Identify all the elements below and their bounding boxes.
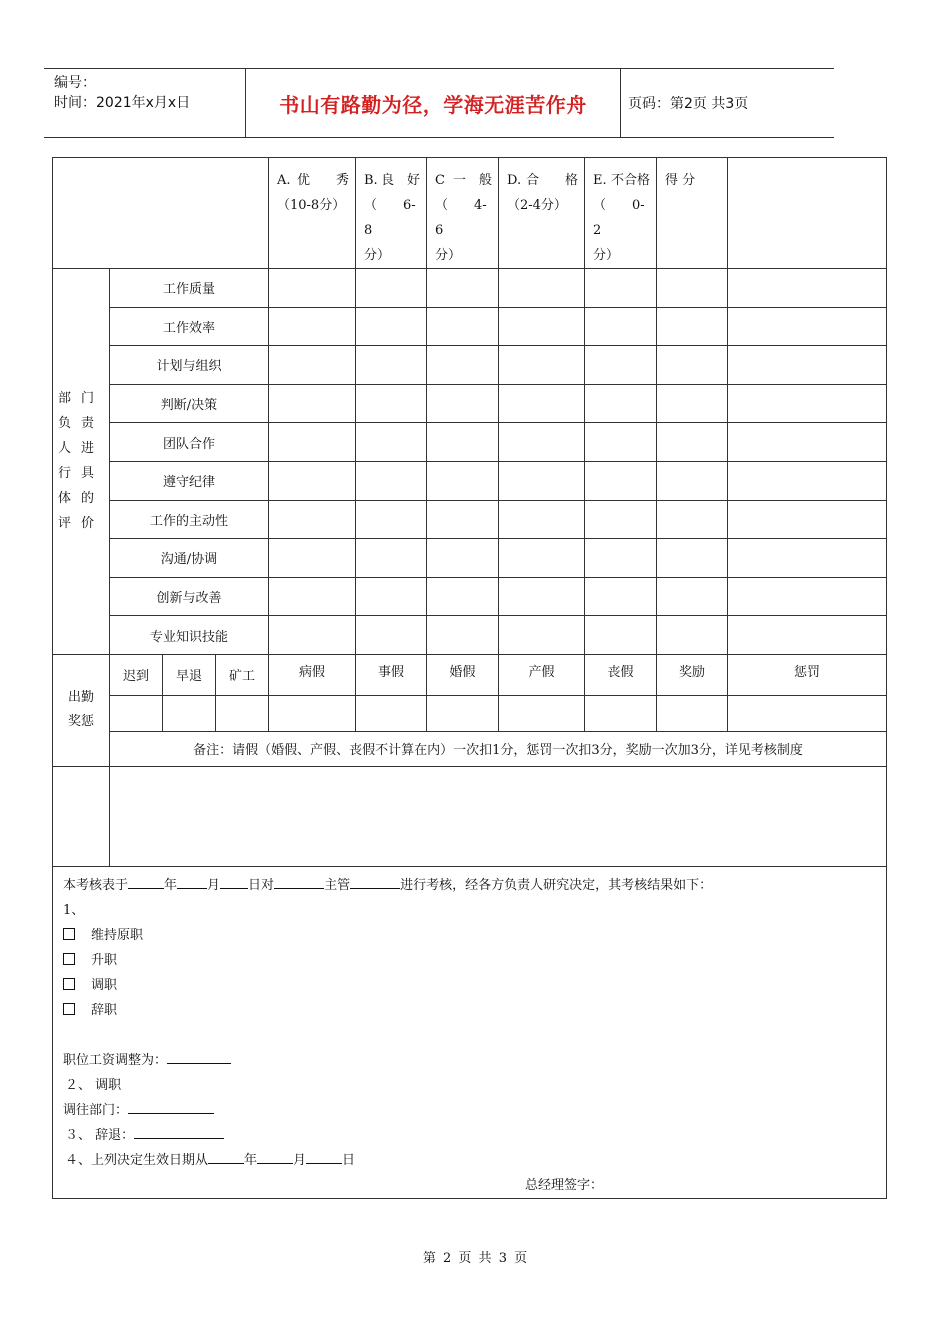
rating-cell[interactable] (499, 461, 585, 500)
attendance-cell[interactable] (163, 695, 216, 731)
attendance-note-row (53, 731, 887, 766)
rating-cell[interactable] (356, 307, 427, 346)
attendance-item: 矿工 (216, 654, 269, 695)
header-meta (54, 73, 190, 113)
blank-header-cell (53, 158, 269, 269)
effective-day-blank[interactable] (306, 1150, 342, 1164)
rating-cell[interactable] (585, 384, 657, 423)
grade-d-header: D. 合 格 （2-4分） (499, 158, 585, 269)
criteria-row (53, 577, 887, 616)
rating-cell[interactable] (585, 577, 657, 616)
number-label: 编号： (54, 75, 96, 91)
evaluator-label: 部门 负责 人进 行具 体的 评价 (53, 269, 110, 655)
rating-cell[interactable] (585, 307, 657, 346)
attendance-item: 丧假 (585, 654, 657, 695)
grade-c-header: C 一 般 （ 4-6 分） (427, 158, 499, 269)
rating-cell[interactable] (585, 461, 657, 500)
attendance-cell[interactable] (657, 695, 728, 731)
rating-cell[interactable] (427, 539, 499, 578)
option-resign[interactable]: 辞职 (63, 998, 886, 1023)
score-cell[interactable] (657, 307, 728, 346)
rating-cell[interactable] (499, 539, 585, 578)
rating-cell[interactable] (427, 346, 499, 385)
gm-signature: 总经理签字： (525, 1177, 604, 1193)
attendance-label: 出勤 奖惩 (53, 654, 110, 766)
criterion-label: 沟通/协调 (110, 539, 269, 578)
criterion-label: 工作质量 (110, 269, 269, 308)
rating-cell[interactable] (585, 423, 657, 462)
criterion-label: 遵守纪律 (110, 461, 269, 500)
attendance-item: 迟到 (110, 654, 163, 695)
criteria-row (53, 423, 887, 462)
decision-row (53, 866, 887, 1198)
rating-cell[interactable] (356, 269, 427, 308)
criterion-label: 计划与组织 (110, 346, 269, 385)
attendance-note: 备注：请假（婚假、产假、丧假不计算在内）一次扣1分，惩罚一次扣3分，奖励一次加3分，详见考核制度 (110, 731, 887, 766)
rating-cell[interactable] (356, 384, 427, 423)
rating-cell[interactable] (585, 500, 657, 539)
attendance-cell[interactable] (269, 695, 356, 731)
employee-blank[interactable] (274, 875, 324, 889)
rating-cell[interactable] (499, 577, 585, 616)
attendance-item: 病假 (269, 654, 356, 695)
rating-cell[interactable] (269, 423, 356, 462)
rating-cell[interactable] (427, 461, 499, 500)
grade-e-header: E. 不合格 （ 0-2 分） (585, 158, 657, 269)
rating-cell[interactable] (356, 461, 427, 500)
criteria-row (53, 500, 887, 539)
attendance-item: 事假 (356, 654, 427, 695)
comment-cell[interactable] (110, 766, 887, 866)
checkbox-icon[interactable] (63, 928, 75, 940)
rating-cell[interactable] (499, 423, 585, 462)
blank-cell (728, 616, 887, 655)
rating-cell[interactable] (585, 346, 657, 385)
decision-section (53, 866, 887, 1198)
grade-header-row (53, 158, 887, 269)
score-cell[interactable] (657, 577, 728, 616)
criterion-label: 工作效率 (110, 307, 269, 346)
rating-cell[interactable] (427, 577, 499, 616)
rating-cell[interactable] (269, 461, 356, 500)
blank-cell (728, 346, 887, 385)
item-1: 1、 (63, 902, 85, 918)
attendance-item: 早退 (163, 654, 216, 695)
item-3: ３、 辞退： (63, 1123, 886, 1148)
time-label: 时间：2021年x月x日 (54, 95, 191, 111)
score-cell[interactable] (657, 500, 728, 539)
criteria-row (53, 269, 887, 308)
attendance-item: 奖励 (657, 654, 728, 695)
blank-cell (53, 766, 110, 866)
header-page-info: 页码：第2页 共3页 (628, 96, 749, 112)
supervisor-blank[interactable] (350, 875, 400, 889)
criterion-label: 创新与改善 (110, 577, 269, 616)
criterion-label: 团队合作 (110, 423, 269, 462)
rating-cell[interactable] (499, 269, 585, 308)
rating-cell[interactable] (427, 384, 499, 423)
rating-cell[interactable] (269, 577, 356, 616)
attendance-cell[interactable] (585, 695, 657, 731)
rating-cell[interactable] (499, 500, 585, 539)
rating-cell[interactable] (585, 269, 657, 308)
grade-a-header: A. 优 秀 （10-8分） (269, 158, 356, 269)
option-transfer[interactable]: 调职 (63, 973, 886, 998)
criterion-label: 专业知识技能 (110, 616, 269, 655)
score-header: 得 分 (657, 158, 728, 269)
rating-cell[interactable] (427, 616, 499, 655)
attendance-cell[interactable] (427, 695, 499, 731)
attendance-item: 惩罚 (728, 654, 887, 695)
checkbox-icon[interactable] (63, 978, 75, 990)
rating-cell[interactable] (585, 539, 657, 578)
header-divider (620, 69, 621, 137)
page-header (44, 68, 834, 138)
year-blank[interactable] (128, 875, 164, 889)
score-cell[interactable] (657, 539, 728, 578)
rating-cell[interactable] (356, 539, 427, 578)
attendance-cell[interactable] (216, 695, 269, 731)
blank-cell (728, 307, 887, 346)
rating-cell[interactable] (269, 616, 356, 655)
item-2: ２、 调职 (65, 1077, 122, 1093)
criteria-row (53, 307, 887, 346)
blank-cell (728, 461, 887, 500)
rating-cell[interactable] (585, 616, 657, 655)
rating-cell[interactable] (499, 616, 585, 655)
blank-cell (728, 423, 887, 462)
score-cell[interactable] (657, 384, 728, 423)
page-footer: 第 2 页 共 3 页 (422, 1251, 528, 1266)
rating-cell[interactable] (499, 346, 585, 385)
salary-adjustment: 职位工资调整为： (63, 1048, 886, 1073)
day-blank[interactable] (220, 875, 248, 889)
checkbox-icon[interactable] (63, 1003, 75, 1015)
rating-cell[interactable] (356, 577, 427, 616)
score-cell[interactable] (657, 461, 728, 500)
blank-cell (728, 539, 887, 578)
rating-cell[interactable] (269, 346, 356, 385)
blank-header-cell (728, 158, 887, 269)
blank-row (53, 766, 887, 866)
criteria-row (53, 346, 887, 385)
criteria-row (53, 616, 887, 655)
rating-cell[interactable] (427, 423, 499, 462)
evaluation-table (52, 157, 887, 1199)
month-blank[interactable] (177, 875, 207, 889)
rating-cell[interactable] (269, 539, 356, 578)
option-keep-position[interactable]: 维持原职 (63, 923, 886, 948)
attendance-input-row (53, 695, 887, 731)
rating-cell[interactable] (356, 500, 427, 539)
attendance-cell[interactable] (110, 695, 163, 731)
blank-cell (728, 384, 887, 423)
score-cell[interactable] (657, 269, 728, 308)
checkbox-icon[interactable] (63, 953, 75, 965)
rating-cell[interactable] (356, 346, 427, 385)
option-promote[interactable]: 升职 (63, 948, 886, 973)
rating-cell[interactable] (427, 500, 499, 539)
rating-cell[interactable] (356, 616, 427, 655)
blank-cell (728, 269, 887, 308)
criteria-row (53, 539, 887, 578)
attendance-item: 婚假 (427, 654, 499, 695)
blank-cell (728, 577, 887, 616)
decision-intro: 本考核表于 年 月 日对 主管 进行考核，经各方负责人研究决定，其考核结果如下： (63, 873, 886, 898)
rating-cell[interactable] (499, 307, 585, 346)
rating-cell[interactable] (269, 384, 356, 423)
criteria-row (53, 461, 887, 500)
score-cell[interactable] (657, 423, 728, 462)
rating-cell[interactable] (427, 307, 499, 346)
grade-b-header: B. 良 好 （ 6-8 分） (356, 158, 427, 269)
effective-month-blank[interactable] (257, 1150, 293, 1164)
rating-cell[interactable] (499, 384, 585, 423)
attendance-cell[interactable] (728, 695, 887, 731)
rating-cell[interactable] (356, 423, 427, 462)
criterion-label: 工作的主动性 (110, 500, 269, 539)
rating-cell[interactable] (269, 500, 356, 539)
department-blank[interactable] (128, 1100, 214, 1114)
criteria-row (53, 384, 887, 423)
item-4: ４、上列决定生效日期从 年 月 日 (63, 1148, 886, 1173)
salary-blank[interactable] (167, 1050, 231, 1064)
effective-year-blank[interactable] (208, 1150, 244, 1164)
attendance-item: 产假 (499, 654, 585, 695)
header-motto: 书山有路勤为径，学海无涯苦作舟 (279, 93, 587, 117)
rating-cell[interactable] (427, 269, 499, 308)
transfer-department: 调往部门： (63, 1098, 886, 1123)
rating-cell[interactable] (269, 307, 356, 346)
attendance-header-row (53, 654, 887, 695)
attendance-cell[interactable] (356, 695, 427, 731)
rating-cell[interactable] (269, 269, 356, 308)
criterion-label: 判断/决策 (110, 384, 269, 423)
score-cell[interactable] (657, 616, 728, 655)
dismissal-blank[interactable] (134, 1125, 224, 1139)
blank-cell (728, 500, 887, 539)
score-cell[interactable] (657, 346, 728, 385)
attendance-cell[interactable] (499, 695, 585, 731)
